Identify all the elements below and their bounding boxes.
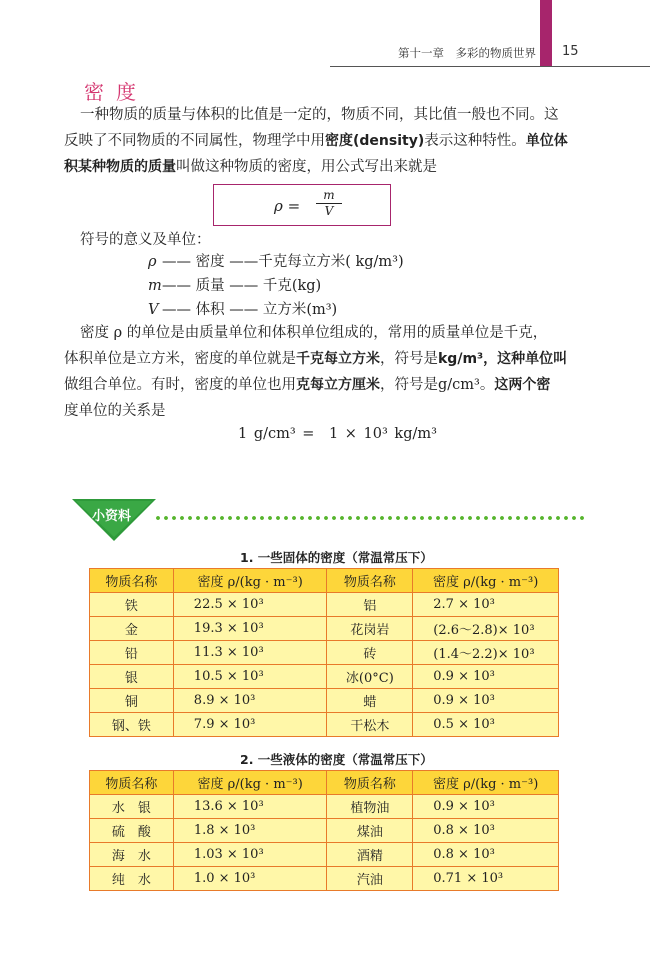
density-value-cell: 7.9 × 10³ <box>173 713 327 737</box>
table-header-row <box>90 771 559 795</box>
density-value-cell: 13.6 × 10³ <box>173 795 327 819</box>
material-name-cell: 钢、铁 <box>90 713 174 737</box>
density-value-cell: 0.8 × 10³ <box>413 843 559 867</box>
text: 表示这种特性。 <box>424 133 526 149</box>
material-name-cell: 砖 <box>327 641 413 665</box>
density-value-cell: 1.03 × 10³ <box>173 843 327 867</box>
density-value-cell: 0.9 × 10³ <box>413 795 559 819</box>
formula-fraction <box>316 188 342 218</box>
para-line <box>64 346 567 372</box>
material-name-cell: 蜡 <box>327 689 413 713</box>
chapter-title: 第十一章 多彩的物质世界 <box>398 46 536 60</box>
table-body <box>90 795 559 891</box>
table-row <box>90 795 559 819</box>
solids-density-table <box>89 568 559 737</box>
symbol-meaning: —— 体积 —— 立方米(m³) <box>162 302 338 318</box>
text: ，符号是 <box>380 351 438 367</box>
density-value-cell: 19.3 × 10³ <box>173 617 327 641</box>
density-value-cell: 10.5 × 10³ <box>173 665 327 689</box>
emphasis: ，这种单位叫 <box>483 351 568 367</box>
column-header: 物质名称 <box>327 569 413 593</box>
table-row <box>90 867 559 891</box>
para-line <box>64 154 568 180</box>
material-name-cell: 铝 <box>327 593 413 617</box>
table-header-row <box>90 569 559 593</box>
unit-symbol: kg/m³ <box>438 351 484 367</box>
density-value-cell: 0.5 × 10³ <box>413 713 559 737</box>
formula-box <box>213 184 391 226</box>
table-row <box>90 689 559 713</box>
symbol: ρ <box>148 254 157 270</box>
text: 反映了不同物质的不同属性，物理学中用 <box>64 133 325 149</box>
text: ，符号是g/cm³。 <box>380 377 495 393</box>
density-value-cell: 0.71 × 10³ <box>413 867 559 891</box>
symbol-v-row <box>148 298 337 319</box>
emphasis: 克每立方厘米 <box>296 377 380 393</box>
material-name-cell: 冰(0°C) <box>327 665 413 689</box>
material-name-cell: 金 <box>90 617 174 641</box>
table-row <box>90 819 559 843</box>
para-line <box>64 372 567 398</box>
material-name-cell: 汽油 <box>327 867 413 891</box>
symbol-rho-row <box>148 250 404 271</box>
column-header: 物质名称 <box>327 771 413 795</box>
column-header: 物质名称 <box>90 771 174 795</box>
intro-paragraph <box>64 102 584 180</box>
formula-denominator: V <box>324 204 334 218</box>
chapter-color-tab <box>540 0 552 66</box>
material-name-cell: 水 银 <box>90 795 174 819</box>
column-header: 密度 ρ/(kg · m⁻³) <box>173 569 327 593</box>
density-value-cell: 22.5 × 10³ <box>173 593 327 617</box>
material-name-cell: 硫 酸 <box>90 819 174 843</box>
material-name-cell: 植物油 <box>327 795 413 819</box>
emphasis: 这两个密 <box>494 377 551 393</box>
text: 度单位的关系是 <box>64 403 166 419</box>
column-header: 物质名称 <box>90 569 174 593</box>
density-value-cell: (2.6～2.8)× 10³ <box>413 617 559 641</box>
material-name-cell: 纯 水 <box>90 867 174 891</box>
para-line <box>0 128 568 154</box>
material-name-cell: 铅 <box>90 641 174 665</box>
table-row <box>90 641 559 665</box>
liquids-table-title: 2. 一些液体的密度（常温常压下） <box>240 752 433 767</box>
density-value-cell: 0.8 × 10³ <box>413 819 559 843</box>
formula-lhs: ρ = <box>274 197 301 215</box>
table-body <box>90 593 559 737</box>
text: 一种物质的质量与体积的比值是一定的，物质不同，其比值一般也不同。这 <box>80 107 559 123</box>
symbols-intro: 符号的意义及单位： <box>80 232 211 248</box>
table-row <box>90 617 559 641</box>
para-line <box>80 102 584 128</box>
material-name-cell: 煤油 <box>327 819 413 843</box>
density-value-cell: 2.7 × 10³ <box>413 593 559 617</box>
header-rule <box>330 66 650 67</box>
column-header: 密度 ρ/(kg · m⁻³) <box>413 771 559 795</box>
unit-paragraph <box>64 320 583 424</box>
table-row <box>90 665 559 689</box>
material-name-cell: 干松木 <box>327 713 413 737</box>
material-name-cell: 银 <box>90 665 174 689</box>
density-value-cell: 1.8 × 10³ <box>173 819 327 843</box>
term-density: 密度(density) <box>325 133 425 149</box>
emphasis: 千克每立方米 <box>296 351 380 367</box>
liquids-density-table <box>89 770 559 891</box>
symbol: V <box>148 302 159 318</box>
para-line <box>64 398 567 424</box>
para-line <box>80 320 583 346</box>
table-row <box>90 843 559 867</box>
density-value-cell: 8.9 × 10³ <box>173 689 327 713</box>
symbol: m <box>148 278 162 294</box>
info-label: 小资料 <box>92 509 132 524</box>
density-value-cell: 1.0 × 10³ <box>173 867 327 891</box>
material-name-cell: 花岗岩 <box>327 617 413 641</box>
density-value-cell: 0.9 × 10³ <box>413 689 559 713</box>
text: 体积单位是立方米，密度的单位就是 <box>64 351 296 367</box>
dotted-divider <box>154 515 584 521</box>
solids-table-title: 1. 一些固体的密度（常温常压下） <box>240 550 433 565</box>
material-name-cell: 酒精 <box>327 843 413 867</box>
column-header: 密度 ρ/(kg · m⁻³) <box>413 569 559 593</box>
emphasis: 积某种物质的质量 <box>64 159 176 175</box>
density-value-cell: 0.9 × 10³ <box>413 665 559 689</box>
info-banner <box>70 497 590 547</box>
formula-numerator: m <box>323 188 335 202</box>
material-name-cell: 海 水 <box>90 843 174 867</box>
column-header: 密度 ρ/(kg · m⁻³) <box>173 771 327 795</box>
density-value-cell: (1.4～2.2)× 10³ <box>413 641 559 665</box>
text: 叫做这种物质的密度，用公式写出来就是 <box>176 159 437 175</box>
density-value-cell: 11.3 × 10³ <box>173 641 327 665</box>
emphasis: 单位体 <box>525 133 568 149</box>
text: 做组合单位。有时，密度的单位也用 <box>64 377 296 393</box>
symbol-meaning: —— 质量 —— 千克(kg) <box>162 278 322 294</box>
material-name-cell: 铜 <box>90 689 174 713</box>
table-row <box>90 713 559 737</box>
material-name-cell: 铁 <box>90 593 174 617</box>
section-title: 密度 <box>84 80 148 104</box>
page-number: 15 <box>562 44 579 59</box>
table-row <box>90 593 559 617</box>
symbol-meaning: —— 密度 ——千克每立方米( kg/m³) <box>162 254 404 270</box>
unit-relation: 1 g/cm³ = 1 × 10³ kg/m³ <box>238 426 437 442</box>
symbol-m-row <box>148 274 321 295</box>
text: 密度 ρ 的单位是由质量单位和体积单位组成的，常用的质量单位是千克， <box>80 325 548 341</box>
